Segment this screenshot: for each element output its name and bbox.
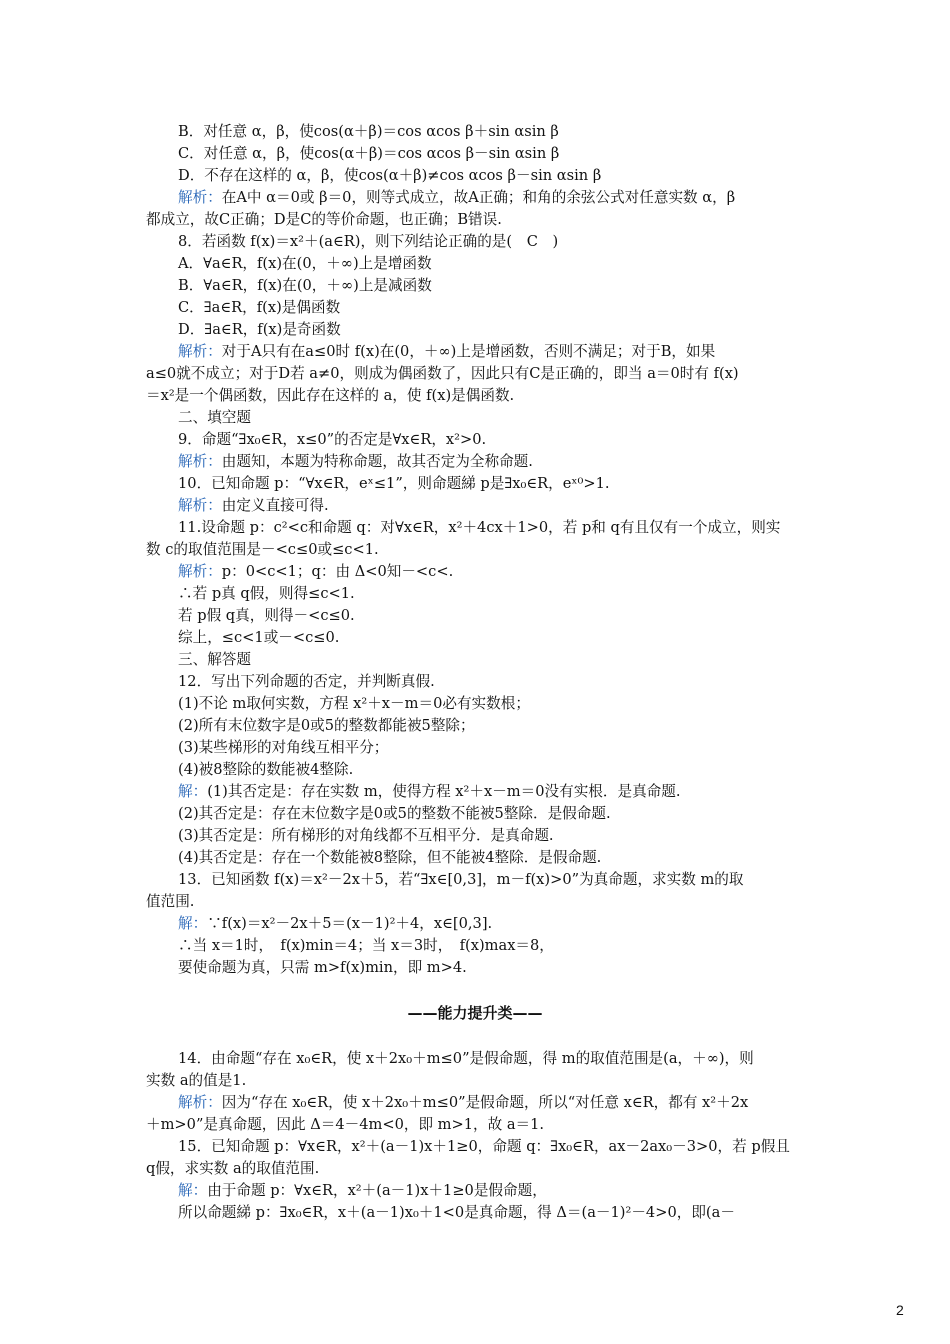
text-line: (2)所有末位数字是0或5的整数都能被5整除； bbox=[178, 717, 475, 734]
option-b-line: B．对任意 α，β，使cos(α＋β)＝cos αcos β＋sin αsin β bbox=[178, 123, 559, 140]
question-12: 12．写出下列命题的否定，并判断真假. bbox=[178, 673, 435, 690]
text-line: 综上，≤c<1或－<c≤0. bbox=[178, 629, 340, 646]
solution-label: 解析： bbox=[178, 497, 222, 514]
solution-line: 解析：由定义直接可得. bbox=[178, 497, 329, 514]
solution-label: 解： bbox=[178, 1182, 208, 1199]
text-line: 值范围. bbox=[146, 893, 195, 910]
solution-label: 解析： bbox=[178, 563, 222, 580]
solution-line: 解：(1)其否定是：存在实数 m，使得方程 x²＋x－m＝0没有实根．是真命题. bbox=[178, 783, 681, 800]
question-15: 15．已知命题 p：∀x∈R，x²＋(a－1)x＋1≥0，命题 q：∃x₀∈R，ax－2ax₀－3>0，若 p假且 bbox=[178, 1138, 790, 1155]
solution-label: 解析： bbox=[178, 453, 222, 470]
text-line: (2)其否定是：存在末位数字是0或5的整数不能被5整除．是假命题. bbox=[178, 805, 611, 822]
solution-line: 解析：p：0<c<1；q：由 Δ<0知－<c<. bbox=[178, 563, 454, 580]
text-line: 都成立，故C正确；D是C的等价命题，也正确；B错误. bbox=[146, 211, 502, 228]
text-line: (1)不论 m取何实数，方程 x²＋x－m＝0必有实数根； bbox=[178, 695, 530, 712]
question-9: 9．命题“∃x₀∈R，x≤0”的否定是∀x∈R，x²>0. bbox=[178, 431, 487, 448]
text-line: 若 p假 q真，则得－<c≤0. bbox=[178, 607, 355, 624]
text-line: ∴当 x＝1时， f(x)min＝4；当 x＝3时， f(x)max＝8， bbox=[178, 937, 554, 954]
text-line: a≤0就不成立；对于D若 a≠0，则成为偶函数了，因此只有C是正确的，即当 a＝0时有 f(x) bbox=[146, 365, 739, 382]
text-line: q假，求实数 a的取值范围. bbox=[146, 1160, 320, 1177]
solution-line: 解：∵f(x)＝x²－2x＋5＝(x－1)²＋4，x∈[0,3]. bbox=[178, 915, 493, 932]
text-line: 所以命题綈 p：∃x₀∈R，x＋(a－1)x₀＋1<0是真命题，得 Δ＝(a－1)²－4>0，即(a－ bbox=[178, 1204, 735, 1221]
solution-label: 解析： bbox=[178, 343, 222, 360]
text-line: (4)被8整除的数能被4整除. bbox=[178, 761, 354, 778]
solution-line: 解：由于命题 p：∀x∈R，x²＋(a－1)x＋1≥0是假命题， bbox=[178, 1182, 547, 1199]
solution-label: 解析： bbox=[178, 189, 222, 206]
section-heading: 三、解答题 bbox=[178, 651, 251, 668]
question-14: 14．由命题“存在 x₀∈R，使 x＋2x₀＋m≤0”是假命题，得 m的取值范围是(a，＋∞)，则 bbox=[178, 1050, 754, 1067]
option-b-line: B．∀a∈R，f(x)在(0，＋∞)上是减函数 bbox=[178, 277, 432, 294]
text-line: 要使命题为真，只需 m>f(x)min，即 m>4. bbox=[178, 959, 467, 976]
solution-line: 解析：在A中 α＝0或 β＝0，则等式成立，故A正确；和角的余弦公式对任意实数 α，β bbox=[178, 189, 736, 206]
solution-label: 解： bbox=[178, 915, 208, 932]
section-heading: 二、填空题 bbox=[178, 409, 251, 426]
question-10: 10．已知命题 p：“∀x∈R，eˣ≤1”，则命题綈 p是∃x₀∈R，eˣ⁰>1. bbox=[178, 475, 610, 492]
question-8: 8．若函数 f(x)＝x²＋(a∈R)，则下列结论正确的是( C ) bbox=[178, 233, 559, 250]
text-line: (3)其否定是：所有梯形的对角线都不互相平分．是真命题. bbox=[178, 827, 554, 844]
text-line: ＝x²是一个偶函数，因此存在这样的 a，使 f(x)是偶函数. bbox=[146, 387, 515, 404]
text-line: (4)其否定是：存在一个数能被8整除，但不能被4整除．是假命题. bbox=[178, 849, 602, 866]
solution-line: 解析：对于A只有在a≤0时 f(x)在(0，＋∞)上是增函数，否则不满足；对于B，如果 bbox=[178, 343, 716, 360]
option-a-line: A．∀a∈R，f(x)在(0，＋∞)上是增函数 bbox=[178, 255, 432, 272]
text-line: (3)某些梯形的对角线互相平分； bbox=[178, 739, 389, 756]
option-c-line: C．对任意 α，β，使cos(α＋β)＝cos αcos β－sin αsin β bbox=[178, 145, 560, 162]
page-number: 2 bbox=[896, 1302, 904, 1318]
option-d-line: D．不存在这样的 α，β，使cos(α＋β)≠cos αcos β－sin αsin β bbox=[178, 167, 602, 184]
text-line: 数 c的取值范围是－<c≤0或≤c<1. bbox=[146, 541, 379, 558]
question-13: 13．已知函数 f(x)＝x²－2x＋5，若“∃x∈[0,3]，m－f(x)>0”为真命题，求实数 m的取 bbox=[178, 871, 744, 888]
option-c-line: C．∃a∈R，f(x)是偶函数 bbox=[178, 299, 341, 316]
solution-line: 解析：由题知，本题为特称命题，故其否定为全称命题. bbox=[178, 453, 533, 470]
question-11: 11.设命题 p：c²<c和命题 q：对∀x∈R，x²＋4cx＋1>0，若 p和 q有且仅有一个成立，则实 bbox=[178, 519, 781, 536]
solution-label: 解析： bbox=[178, 1094, 222, 1111]
text-line: ＋m>0”是真命题，因此 Δ＝4－4m<0，即 m>1，故 a＝1. bbox=[146, 1116, 545, 1133]
option-d-line: D．∃a∈R，f(x)是奇函数 bbox=[178, 321, 341, 338]
solution-label: 解： bbox=[178, 783, 208, 800]
solution-line: 解析：因为“存在 x₀∈R，使 x＋2x₀＋m≤0”是假命题，所以“对任意 x∈R，都有 x²＋2x bbox=[178, 1094, 749, 1111]
text-line: ∴若 p真 q假，则得≤c<1. bbox=[178, 585, 355, 602]
text-line: 实数 a的值是1. bbox=[146, 1072, 247, 1089]
section-title: ——能力提升类—— bbox=[407, 1004, 543, 1022]
